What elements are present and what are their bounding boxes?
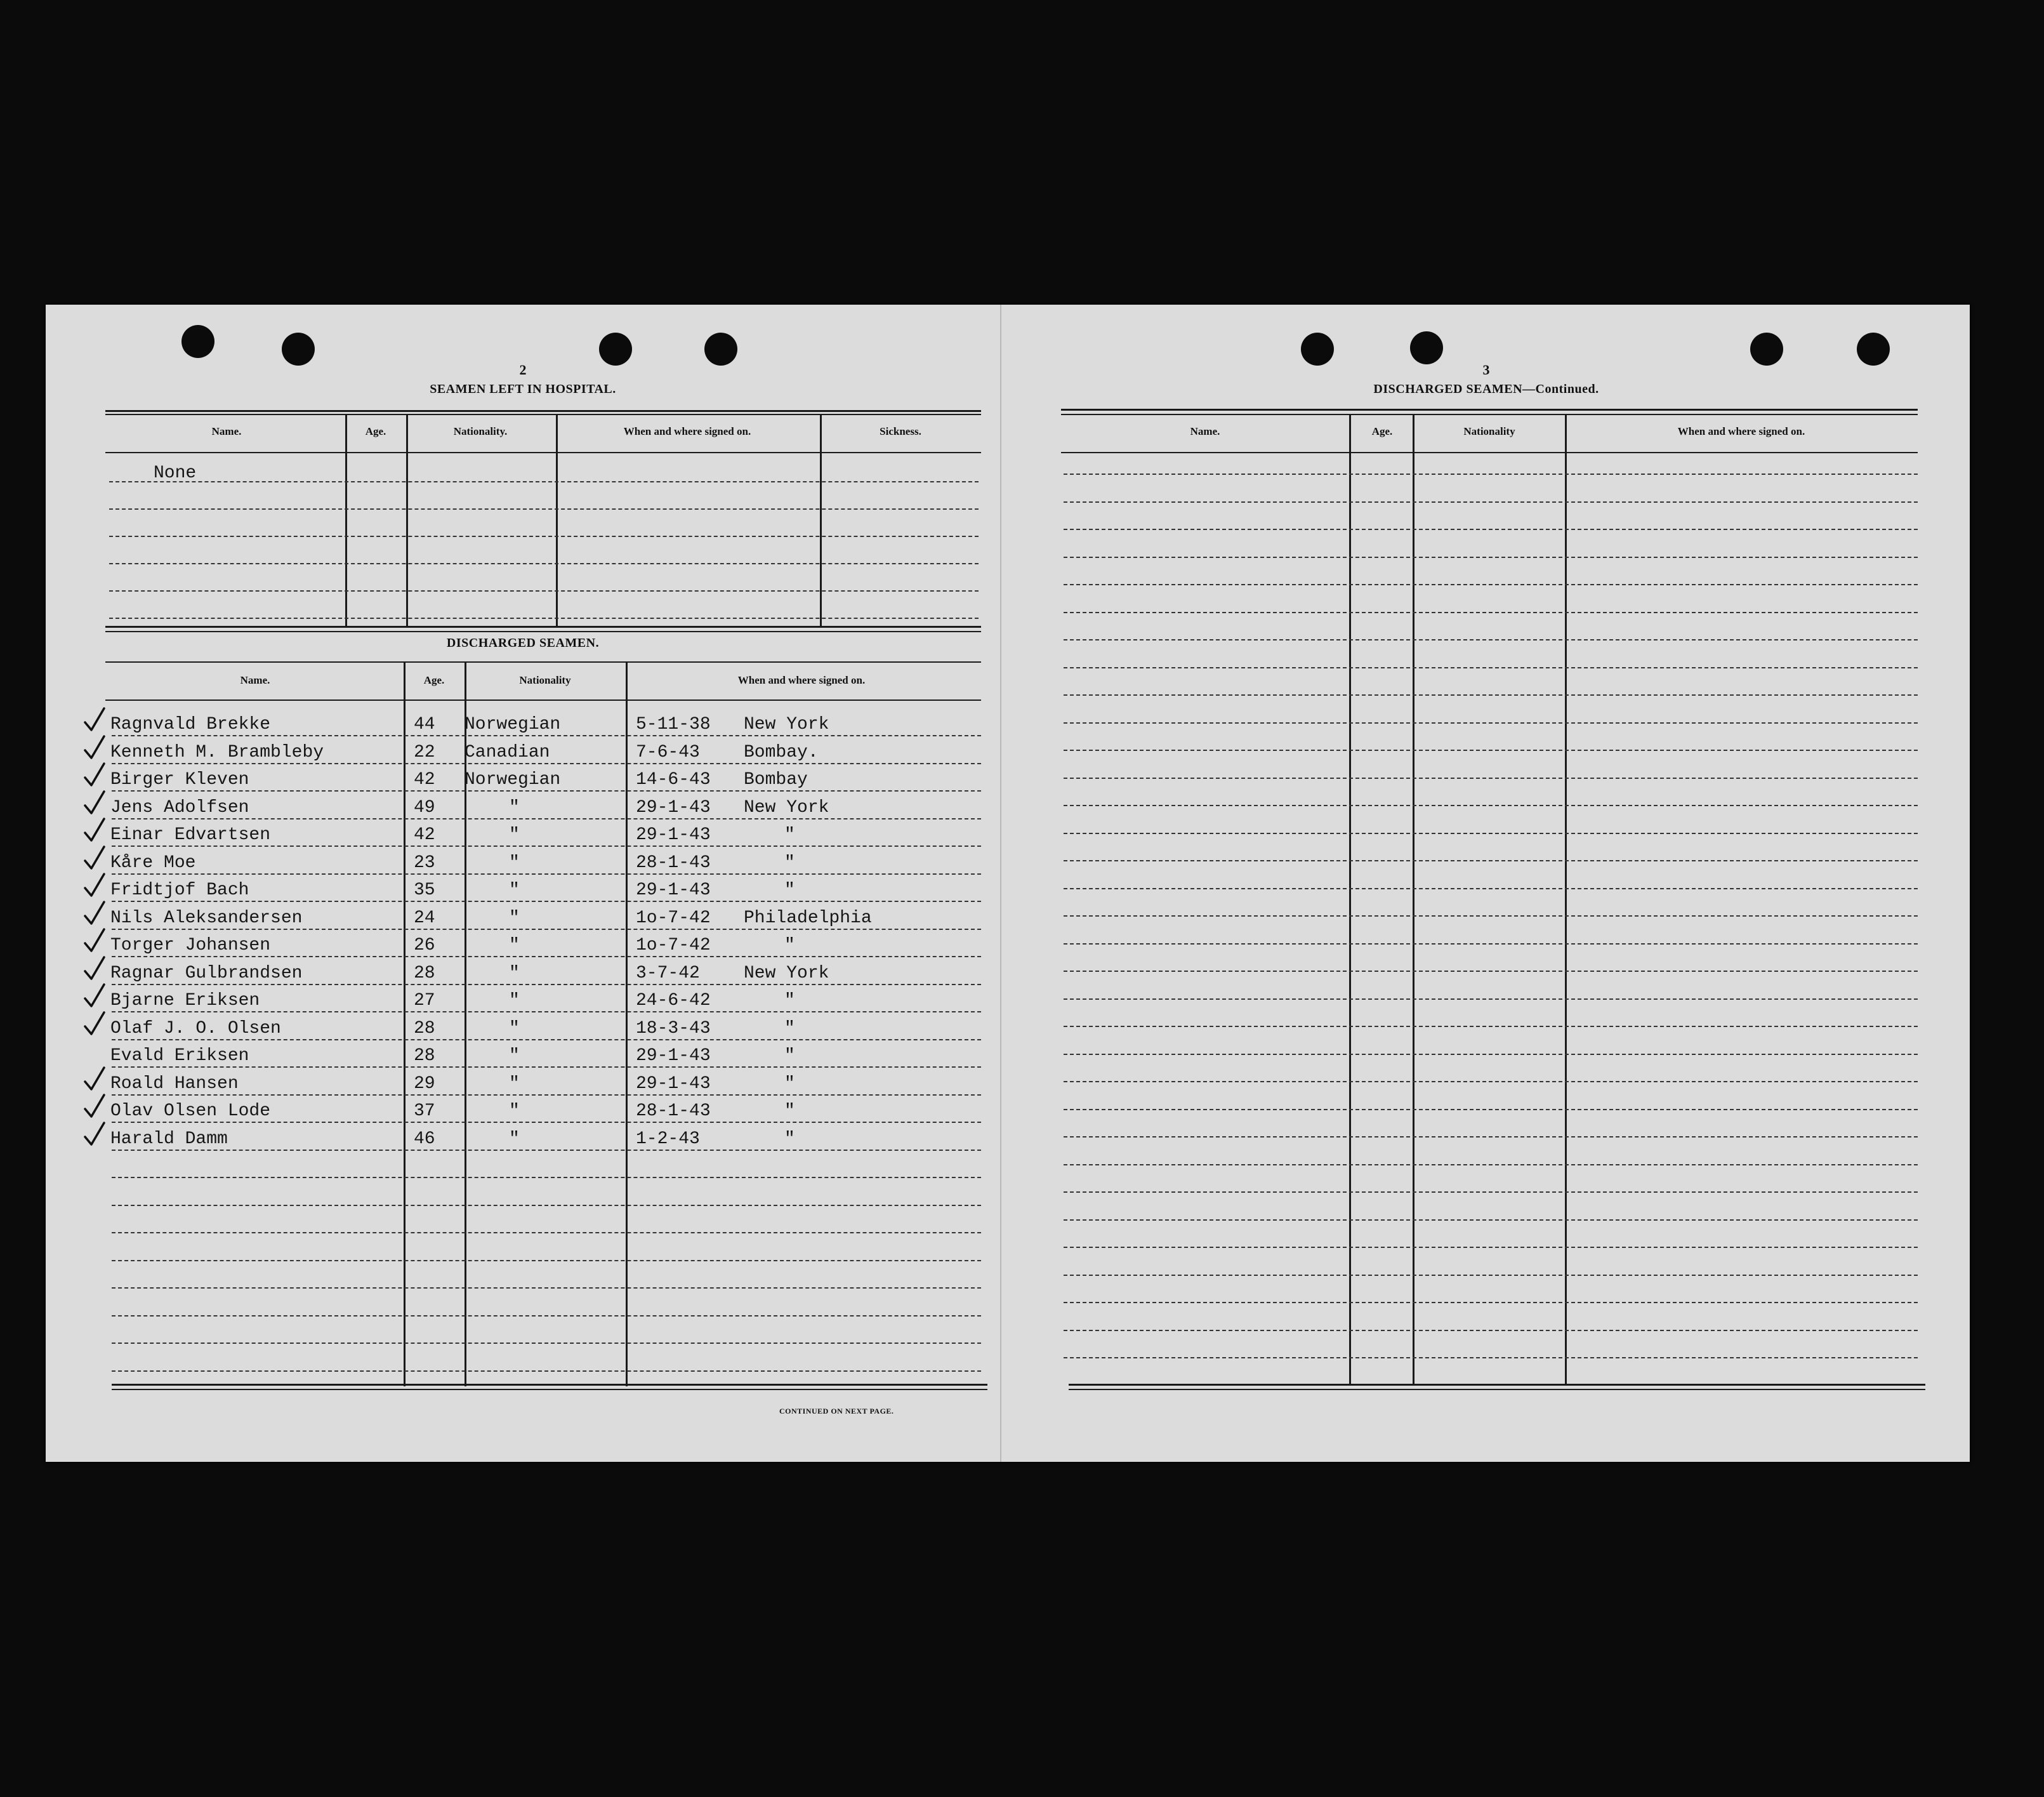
signed-on-place: ": [784, 991, 795, 1011]
seaman-nationality: ": [509, 798, 520, 818]
seaman-nationality: ": [509, 964, 520, 983]
seaman-age: 37: [414, 1101, 435, 1121]
seaman-nationality: ": [509, 825, 520, 845]
signed-on-date: 5-11-38: [636, 715, 711, 734]
col-header-age: Age.: [423, 674, 445, 686]
seaman-name: Bjarne Eriksen: [110, 991, 260, 1011]
continued-note: CONTINUED ON NEXT PAGE.: [779, 1407, 894, 1416]
seaman-name: Torger Johansen: [110, 936, 271, 955]
seaman-nationality: ": [509, 1074, 520, 1094]
seaman-name: Roald Hansen: [110, 1074, 239, 1094]
seaman-nationality: ": [509, 936, 520, 955]
hospital-entry: None: [154, 463, 197, 483]
signed-on-date: 29-1-43: [636, 1074, 711, 1094]
seaman-name: Birger Kleven: [110, 770, 249, 790]
check-mark-icon: [84, 818, 105, 843]
signed-on-date: 29-1-43: [636, 798, 711, 818]
seaman-name: Kenneth M. Brambleby: [110, 743, 324, 762]
seaman-name: Evald Eriksen: [110, 1046, 249, 1066]
signed-on-date: 29-1-43: [636, 880, 711, 900]
signed-on-place: ": [784, 1046, 795, 1066]
seaman-nationality: ": [509, 1129, 520, 1149]
signed-on-date: 28-1-43: [636, 1101, 711, 1121]
signed-on-date: 29-1-43: [636, 1046, 711, 1066]
seaman-age: 28: [414, 964, 435, 983]
col-header-nationality: Nationality.: [453, 425, 508, 437]
signed-on-place: ": [784, 1019, 795, 1038]
seaman-name: Ragnar Gulbrandsen: [110, 964, 303, 983]
col-header-signed-on: When and where signed on.: [1677, 425, 1805, 437]
seaman-age: 44: [414, 715, 435, 734]
col-header-name: Name.: [240, 674, 270, 686]
signed-on-place: Bombay.: [744, 743, 819, 762]
seaman-name: Einar Edvartsen: [110, 825, 271, 845]
seaman-nationality: ": [509, 880, 520, 900]
signed-on-place: ": [784, 1074, 795, 1094]
page-fold: [1000, 305, 1001, 1462]
page-number: 2: [519, 362, 527, 378]
signed-on-place: Philadelphia: [744, 908, 872, 928]
col-header-signed-on: When and where signed on.: [737, 674, 866, 686]
check-mark-icon: [84, 735, 105, 760]
check-mark-icon: [84, 707, 105, 733]
signed-on-date: 1-2-43: [636, 1129, 700, 1149]
seaman-age: 23: [414, 853, 435, 873]
col-header-nationality: Nationality: [1463, 425, 1515, 437]
signed-on-place: ": [784, 853, 795, 873]
check-mark-icon: [84, 1011, 105, 1037]
right-page: [1003, 305, 1970, 1462]
check-mark-icon: [84, 845, 105, 871]
check-mark-icon: [84, 790, 105, 816]
document-sheet: [46, 305, 1970, 1462]
col-header-sickness: Sickness.: [880, 425, 921, 437]
check-mark-icon: [84, 1094, 105, 1119]
signed-on-date: 24-6-42: [636, 991, 711, 1011]
check-mark-icon: [84, 901, 105, 926]
seaman-age: 28: [414, 1019, 435, 1038]
seaman-nationality: Canadian: [465, 743, 550, 762]
seaman-age: 27: [414, 991, 435, 1011]
seaman-name: Harald Damm: [110, 1129, 228, 1149]
seaman-age: 22: [414, 743, 435, 762]
check-mark-icon: [84, 873, 105, 898]
seaman-nationality: ": [509, 1101, 520, 1121]
seaman-nationality: ": [509, 1046, 520, 1066]
check-mark-icon: [84, 928, 105, 953]
discharged-continued-title: DISCHARGED SEAMEN—Continued.: [1373, 382, 1599, 396]
check-mark-icon: [84, 762, 105, 788]
seaman-nationality: ": [509, 1019, 520, 1038]
seaman-age: 42: [414, 825, 435, 845]
seaman-nationality: Norwegian: [465, 770, 561, 790]
signed-on-date: 28-1-43: [636, 853, 711, 873]
seaman-name: Ragnvald Brekke: [110, 715, 271, 734]
check-mark-icon: [84, 956, 105, 981]
seaman-age: 26: [414, 936, 435, 955]
signed-on-place: ": [784, 1129, 795, 1149]
hospital-section-title: SEAMEN LEFT IN HOSPITAL.: [430, 382, 616, 396]
signed-on-place: New York: [744, 798, 829, 818]
col-header-age: Age.: [365, 425, 386, 437]
signed-on-place: ": [784, 1101, 795, 1121]
seaman-name: Fridtjof Bach: [110, 880, 249, 900]
col-header-signed-on: When and where signed on.: [623, 425, 751, 437]
seaman-age: 49: [414, 798, 435, 818]
seaman-age: 42: [414, 770, 435, 790]
col-header-age: Age.: [1371, 425, 1393, 437]
check-mark-icon: [84, 1066, 105, 1092]
signed-on-place: ": [784, 825, 795, 845]
signed-on-place: Bombay: [744, 770, 808, 790]
check-mark-icon: [84, 1122, 105, 1147]
left-page: [46, 305, 1000, 1462]
seaman-name: Kåre Moe: [110, 853, 196, 873]
seaman-nationality: ": [509, 853, 520, 873]
signed-on-date: 1o-7-42: [636, 936, 711, 955]
discharged-section-title: DISCHARGED SEAMEN.: [446, 636, 600, 650]
col-header-name: Name.: [211, 425, 242, 437]
signed-on-place: ": [784, 936, 795, 955]
signed-on-date: 14-6-43: [636, 770, 711, 790]
col-header-nationality: Nationality: [519, 674, 571, 686]
seaman-age: 35: [414, 880, 435, 900]
signed-on-place: ": [784, 880, 795, 900]
check-mark-icon: [84, 983, 105, 1009]
signed-on-date: 18-3-43: [636, 1019, 711, 1038]
seaman-name: Jens Adolfsen: [110, 798, 249, 818]
seaman-age: 29: [414, 1074, 435, 1094]
seaman-name: Olaf J. O. Olsen: [110, 1019, 281, 1038]
signed-on-date: 1o-7-42: [636, 908, 711, 928]
seaman-name: Nils Aleksandersen: [110, 908, 303, 928]
seaman-nationality: Norwegian: [465, 715, 561, 734]
signed-on-date: 29-1-43: [636, 825, 711, 845]
signed-on-date: 3-7-42: [636, 964, 700, 983]
seaman-nationality: ": [509, 908, 520, 928]
seaman-nationality: ": [509, 991, 520, 1011]
seaman-age: 46: [414, 1129, 435, 1149]
seaman-age: 28: [414, 1046, 435, 1066]
seaman-age: 24: [414, 908, 435, 928]
col-header-name: Name.: [1190, 425, 1220, 437]
page-number: 3: [1482, 362, 1490, 378]
signed-on-date: 7-6-43: [636, 743, 700, 762]
seaman-name: Olav Olsen Lode: [110, 1101, 271, 1121]
signed-on-place: New York: [744, 715, 829, 734]
signed-on-place: New York: [744, 964, 829, 983]
